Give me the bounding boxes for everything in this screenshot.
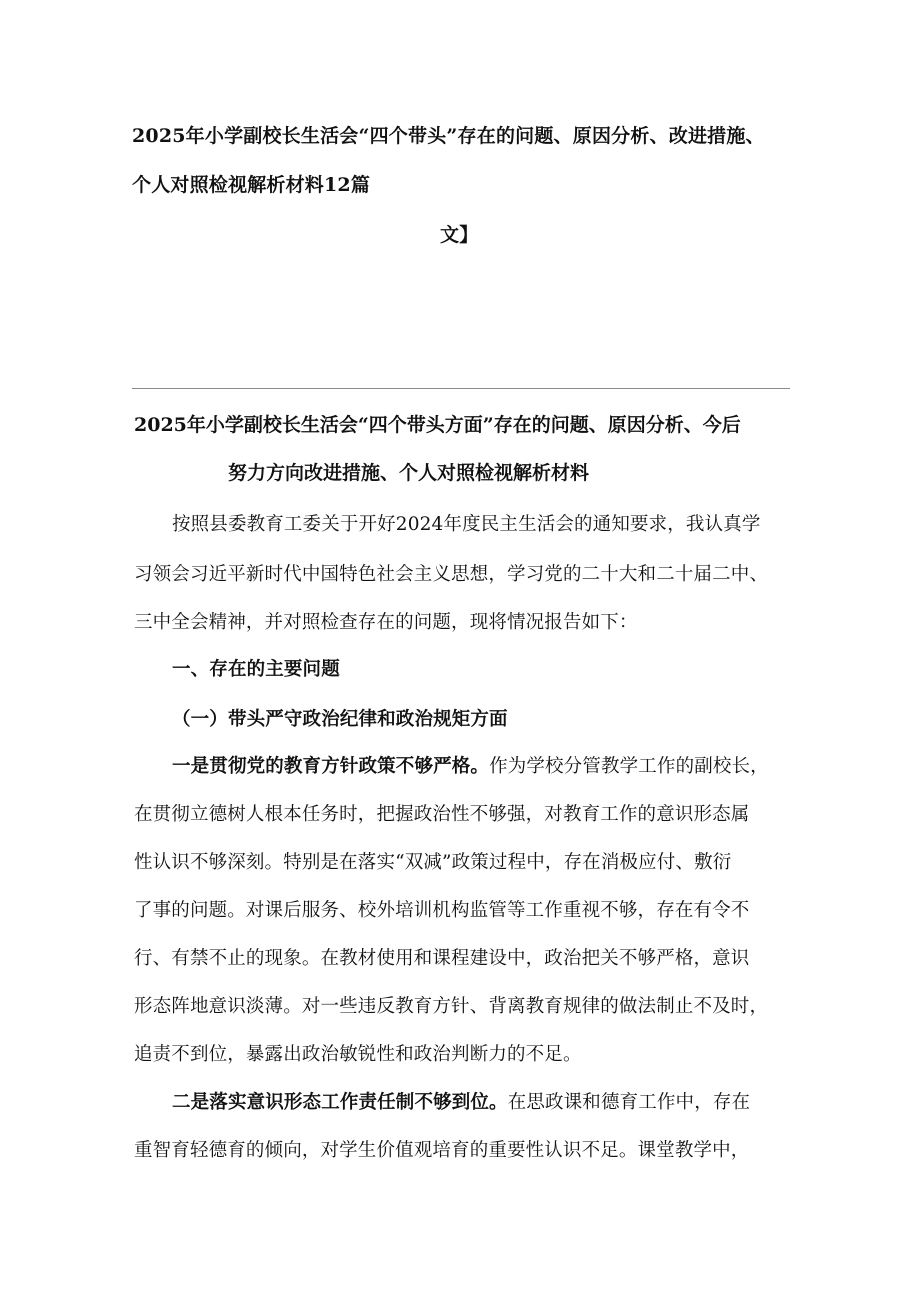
point1-first-line-rest: 作为学校分管教学工作的副校长， <box>489 756 769 777</box>
intro-line-1: 按照县委教育工委关于开好2024年度民主生活会的通知要求，我认真学 <box>172 514 761 535</box>
intro-line-3: 三中全会精神，并对照检查存在的问题，现将情况报告如下： <box>134 612 638 633</box>
subsection-heading: （一）带头严守政治纪律和政治规矩方面 <box>172 709 508 730</box>
cover-title-line-2: 个人对照检视解析材料12篇 <box>132 174 371 196</box>
point1-line-4: 了事的问题。对课后服务、校外培训机构监管等工作重视不够，存在有令不 <box>134 900 750 921</box>
point1-line-7: 追责不到位，暴露出政治敏锐性和政治判断力的不足。 <box>134 1044 582 1065</box>
intro-line-2: 习领会习近平新时代中国特色社会主义思想，学习党的二十大和二十届二中、 <box>134 564 769 585</box>
point1-first-line <box>172 752 769 778</box>
point1-line-5: 行、有禁不止的现象。在教材使用和课程建设中，政治把关不够严格，意识 <box>134 948 750 969</box>
point1-lead: 一是贯彻党的教育方针政策不够严格。 <box>172 756 490 777</box>
point2-first-line-rest: 在思政课和德育工作中，存在 <box>507 1092 751 1113</box>
cover-title-line-1: 2025年小学副校长生活会“四个带头”存在的问题、原因分析、改进措施、 <box>132 125 765 147</box>
point2-line-2: 重智育轻德育的倾向，对学生价值观培育的重要性认识不足。课堂教学中， <box>134 1140 750 1161</box>
point1-line-3: 性认识不够深刻。特别是在落实“双减”政策过程中，存在消极应付、敷衍 <box>134 852 732 873</box>
point2-first-line <box>172 1088 750 1114</box>
horizontal-divider <box>132 388 790 389</box>
document-title-line-2: 努力方向改进措施、个人对照检视解析材料 <box>228 462 590 484</box>
cover-title-line-3: 文】 <box>440 224 479 246</box>
section-heading: 一、存在的主要问题 <box>172 659 340 680</box>
document-title-line-1: 2025年小学副校长生活会“四个带头方面”存在的问题、原因分析、今后 <box>134 414 741 436</box>
point1-line-6: 形态阵地意识淡薄。对一些违反教育方针、背离教育规律的做法制止不及时， <box>134 996 769 1017</box>
point1-line-2: 在贯彻立德树人根本任务时，把握政治性不够强，对教育工作的意识形态属 <box>134 804 750 825</box>
point2-lead: 二是落实意识形态工作责任制不够到位。 <box>172 1092 508 1113</box>
